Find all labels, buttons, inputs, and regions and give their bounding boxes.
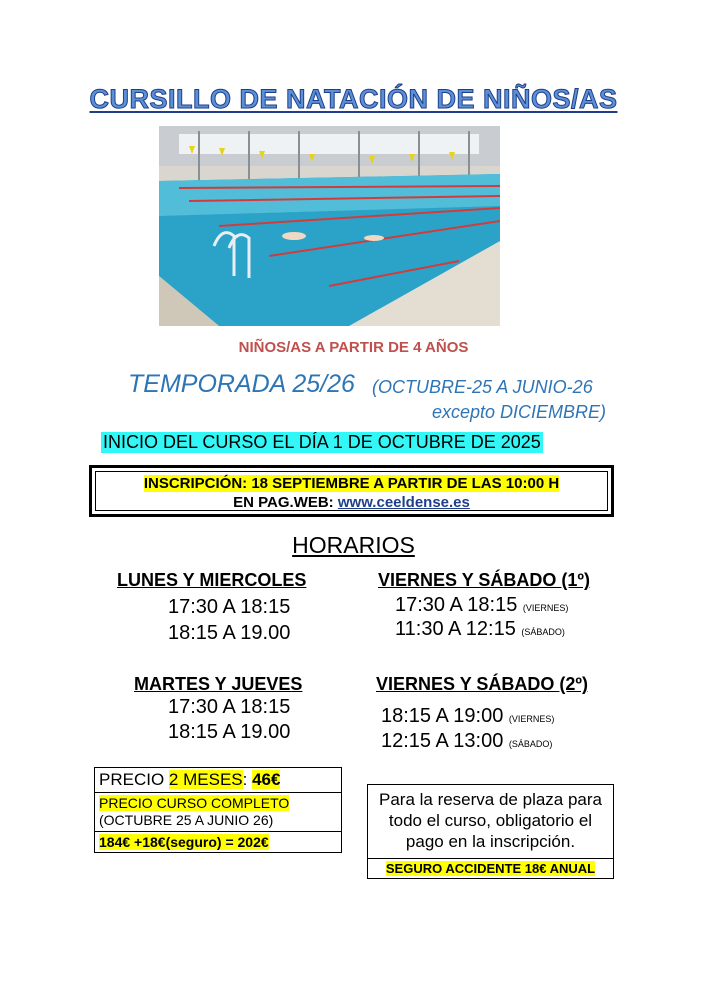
page-title: CURSILLO DE NATACIÓN DE NIÑOS/AS bbox=[89, 84, 618, 114]
schedule-row bbox=[381, 705, 554, 728]
schedule-martes-jueves-title: MARTES Y JUEVES bbox=[134, 674, 303, 694]
info-box bbox=[367, 784, 614, 879]
season-exception: excepto DICIEMBRE) bbox=[431, 402, 606, 422]
pool-image bbox=[159, 126, 500, 326]
info-text: Para la reserva de plaza para todo el curso, obligatorio el pago en la inscripción. bbox=[378, 790, 603, 851]
price-two-months-label: PRECIO bbox=[99, 770, 165, 789]
schedule-time: 17:30 A 18:15 bbox=[168, 596, 291, 618]
price-two-months: PRECIO 2 MESES: 46€ bbox=[95, 768, 341, 793]
schedule-time: 12:15 A 13:00 bbox=[381, 730, 504, 752]
schedule-day-note: (VIERNES) bbox=[508, 714, 555, 724]
schedule-viernes-sabado-2-title: VIERNES Y SÁBADO (2º) bbox=[376, 674, 588, 694]
schedule-time: 11:30 A 12:15 bbox=[395, 618, 516, 640]
insurance-note bbox=[368, 858, 613, 878]
registration-date-text: INSCRIPCIÓN: 18 SEPTIEMBRE A PARTIR DE LAS 10:00 H bbox=[143, 475, 560, 492]
schedule-row bbox=[381, 730, 552, 753]
price-full-period: (OCTUBRE 25 A JUNIO 26) bbox=[99, 812, 274, 828]
price-full-total: 184€ +18€(seguro) = 202€ bbox=[99, 834, 269, 850]
price-box bbox=[94, 767, 342, 853]
price-full-course bbox=[95, 793, 341, 832]
schedule-day-note: (VIERNES) bbox=[522, 603, 569, 613]
price-two-months-value: 46€ bbox=[252, 770, 281, 789]
schedule-time: 17:30 A 18:15 bbox=[168, 696, 291, 718]
registration-box bbox=[89, 465, 614, 517]
ages-text: NIÑOS/AS A PARTIR DE 4 AÑOS bbox=[238, 339, 469, 356]
registration-web-link[interactable]: www.ceeldense.es bbox=[337, 494, 470, 511]
price-full-total-row bbox=[95, 832, 341, 852]
registration-date bbox=[96, 475, 607, 492]
schedule-lunes-miercoles-title: LUNES Y MIERCOLES bbox=[117, 570, 307, 590]
registration-web bbox=[96, 494, 607, 511]
schedule-viernes-sabado-1-title: VIERNES Y SÁBADO (1º) bbox=[378, 570, 590, 590]
schedule-time: 18:15 A 19:00 bbox=[381, 705, 504, 727]
price-full-label: PRECIO CURSO COMPLETO bbox=[99, 795, 290, 811]
schedule-row bbox=[395, 594, 568, 617]
schedule-day-note: (SÁBADO) bbox=[508, 739, 553, 749]
season-title: TEMPORADA 25/26 bbox=[128, 370, 355, 398]
schedule-time: 17:30 A 18:15 bbox=[395, 594, 518, 616]
schedule-day-note: (SÁBADO) bbox=[521, 627, 565, 637]
season-range: (OCTUBRE-25 A JUNIO-26 bbox=[372, 377, 593, 397]
price-two-months-period: 2 MESES bbox=[168, 770, 243, 789]
course-start: INICIO DEL CURSO EL DÍA 1 DE OCTUBRE DE 2025 bbox=[103, 432, 541, 452]
insurance-text: SEGURO ACCIDENTE 18€ ANUAL bbox=[385, 861, 596, 876]
schedule-time: 18:15 A 19.00 bbox=[168, 721, 291, 743]
schedule-row bbox=[395, 618, 565, 641]
horarios-heading: HORARIOS bbox=[292, 532, 415, 558]
schedule-time: 18:15 A 19.00 bbox=[168, 622, 291, 644]
registration-web-label: EN PAG.WEB: bbox=[233, 494, 334, 511]
pool-photo bbox=[159, 126, 500, 326]
